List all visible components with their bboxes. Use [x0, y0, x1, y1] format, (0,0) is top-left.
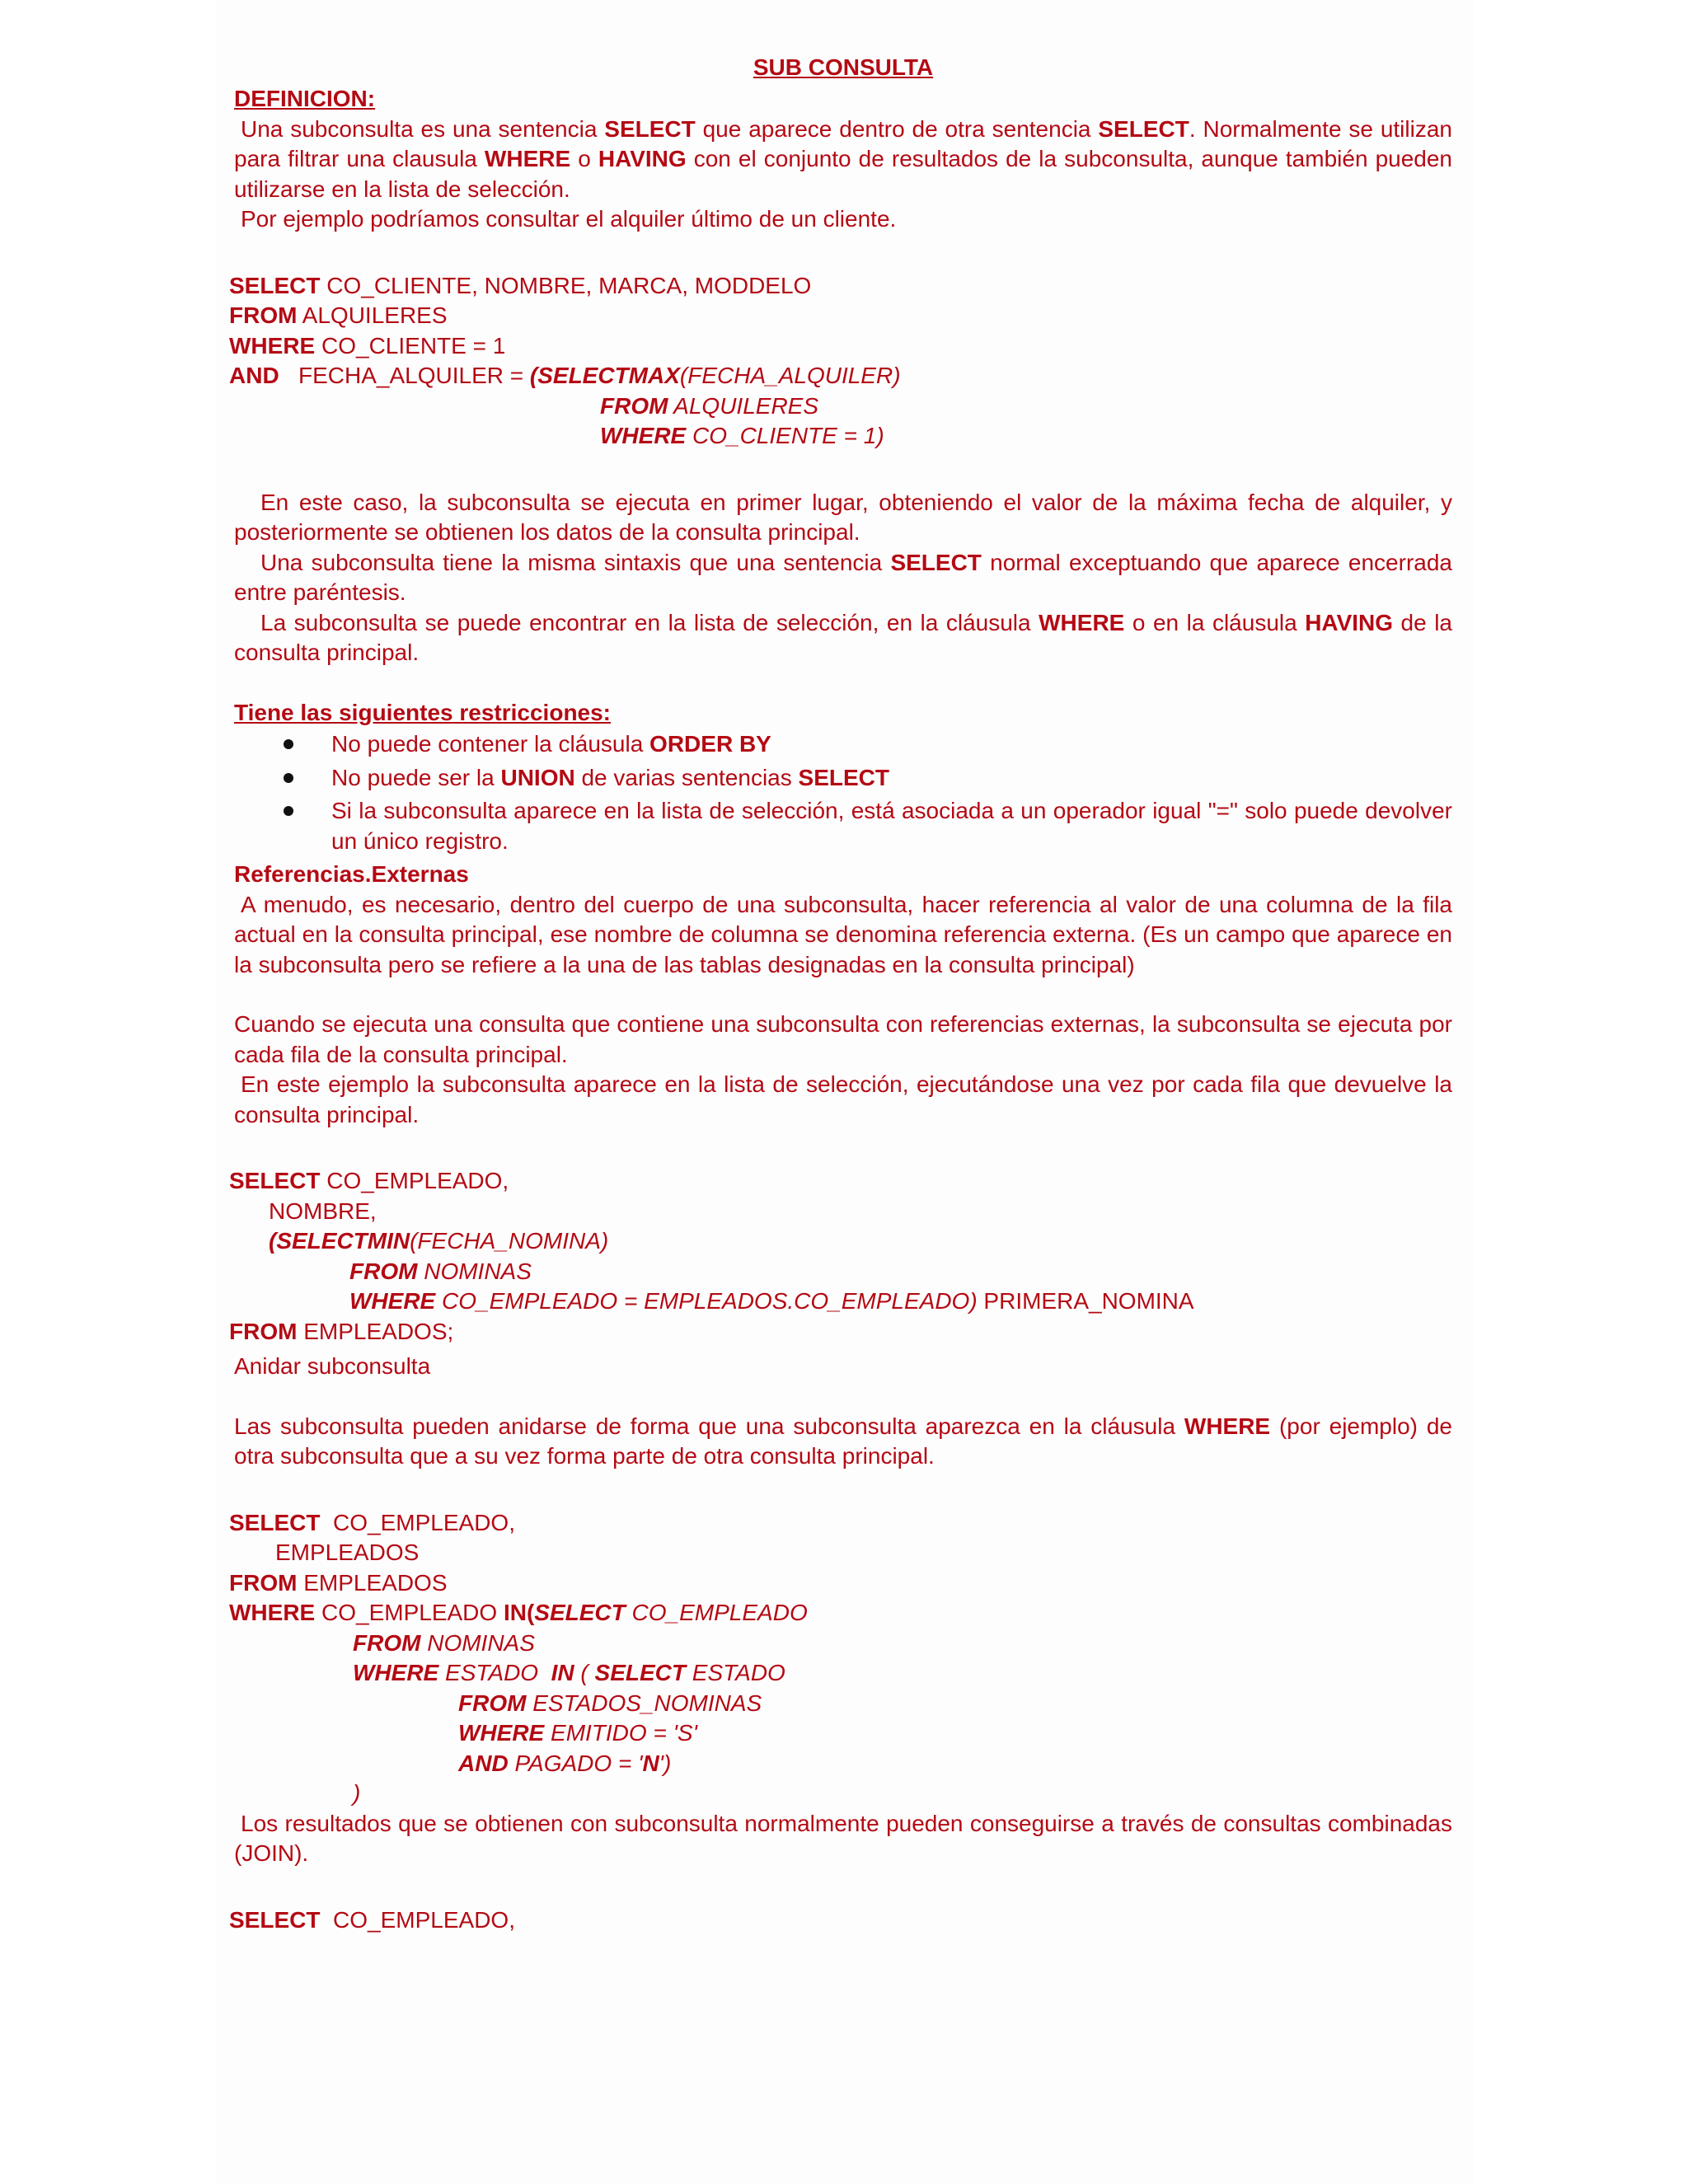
text-span: No puede ser la: [331, 764, 501, 790]
intro-example-paragraph: Por ejemplo podríamos consultar el alquiler último de un cliente.: [241, 206, 897, 232]
code-text: CO_EMPLEADO: [625, 1600, 808, 1625]
keyword: N: [642, 1750, 659, 1776]
code-text: CO_CLIENTE, NOMBRE, MARCA, MODDELO: [320, 272, 812, 298]
code-text: CO_EMPLEADO,: [320, 1906, 515, 1933]
code-text: CO_CLIENTE = 1): [686, 423, 884, 448]
keyword: WHERE: [458, 1720, 545, 1746]
keyword: WHERE: [353, 1660, 439, 1685]
code-line: EMPLEADOS: [275, 1540, 420, 1565]
code-text: CO_EMPLEADO = EMPLEADOS.CO_EMPLEADO): [435, 1288, 978, 1314]
definicion-heading: DEFINICION:: [234, 86, 376, 111]
text-span: o: [570, 146, 598, 171]
code-text: '): [659, 1750, 672, 1776]
code-line: [229, 1568, 1452, 1599]
keyword: WHERE: [229, 332, 316, 359]
text-span: de varias sentencias: [574, 764, 799, 790]
anidar-heading: Anidar subconsulta: [234, 1353, 431, 1379]
code-line: [229, 1226, 1452, 1257]
code-text: ALQUILERES: [668, 392, 819, 419]
keyword: ORDER BY: [649, 731, 771, 757]
keyword: UNION: [500, 764, 575, 790]
keyword: FROM: [353, 1629, 421, 1656]
keyword: WHERE: [484, 146, 571, 171]
text-span: (por ejemplo) de otra subconsulta que a su vez forma parte de otra consulta principal.: [234, 1413, 1452, 1469]
code-text: PRIMERA_NOMINA: [977, 1288, 1194, 1314]
code-text: (: [574, 1660, 595, 1685]
keyword: FROM: [229, 1318, 298, 1344]
code-line: [229, 1508, 1452, 1539]
restricciones-list: [234, 729, 1452, 856]
code-text: CO_EMPLEADO: [315, 1600, 504, 1625]
code-line: [229, 1718, 1452, 1749]
code-line: [229, 1317, 1452, 1347]
code-block-2: [229, 1166, 1452, 1347]
code-line: [229, 1658, 1452, 1689]
externas-paragraph-3: En este ejemplo la subconsulta aparece en la lista de selección, ejecutándose una vez por cada fila que devuelve la consulta principal.: [234, 1071, 1452, 1127]
list-item: Si la subconsulta aparece en la lista de selección, está asociada a un operador igual "=" solo puede devolver un único registro.: [234, 796, 1452, 856]
code-block-3: [229, 1508, 1452, 1809]
intro-paragraph: [234, 115, 1452, 205]
keyword: SELECT: [890, 549, 982, 575]
keyword: FROM: [458, 1690, 527, 1716]
keyword: FROM: [229, 1569, 298, 1596]
code-text: CO_CLIENTE = 1: [315, 332, 506, 359]
list-item: [234, 729, 1452, 760]
keyword: FROM: [600, 392, 668, 419]
code-line: [229, 301, 1452, 331]
code-line: [229, 1166, 1452, 1197]
code-text: EMPLEADOS;: [297, 1318, 454, 1344]
text-span: normal exceptuando que aparece encerrada entre paréntesis.: [234, 549, 1452, 605]
text-span: de la consulta principal.: [234, 609, 1453, 665]
code-line: [229, 1286, 1452, 1317]
code-line: [229, 1257, 1452, 1287]
code-line: [229, 1689, 1452, 1719]
keyword: WHERE: [229, 1600, 316, 1625]
code-text: CO_EMPLEADO,: [320, 1509, 515, 1535]
keyword: IN: [551, 1660, 574, 1685]
code-line: ): [353, 1780, 361, 1806]
code-text: NOMINAS: [420, 1629, 535, 1656]
restricciones-heading: Tiene las siguientes restricciones:: [234, 699, 612, 725]
text-span: No puede contener la cláusula: [331, 731, 650, 757]
code-line: [229, 331, 1452, 362]
keyword: SELECT: [534, 1600, 626, 1625]
keyword: HAVING: [598, 146, 687, 171]
code-text: ESTADO: [685, 1660, 785, 1685]
text-span: con el conjunto de resultados de la subconsulta, aunque también pueden utilizarse en la lista de selección.: [234, 146, 1452, 202]
referencias-externas-heading: Referencias.Externas: [234, 861, 469, 887]
keyword: WHERE: [1184, 1413, 1271, 1439]
text-span: Las subconsulta pueden anidarse de forma que una subconsulta aparezca en la cláusula: [234, 1413, 1184, 1439]
explain-paragraph-3: [234, 608, 1452, 668]
keyword: AND: [458, 1750, 509, 1776]
code-text: FECHA_ALQUILER =: [279, 363, 530, 388]
keyword: WHERE: [349, 1288, 436, 1314]
code-line: [229, 1629, 1452, 1659]
join-paragraph: Los resultados que se obtienen con subconsulta normalmente pueden conseguirse a través de consultas combinadas (JOIN).: [234, 1810, 1452, 1866]
code-line: [229, 391, 1452, 422]
keyword: IN(: [503, 1600, 535, 1625]
code-line: [229, 361, 1452, 391]
keyword: SELECT: [604, 115, 696, 142]
keyword: SELECT: [798, 764, 889, 790]
code-line: [229, 271, 1452, 302]
code-text: ESTADOS_NOMINAS: [526, 1690, 762, 1716]
keyword: WHERE: [1039, 609, 1125, 635]
code-text: PAGADO = ': [508, 1750, 643, 1776]
keyword: SELECT: [229, 1906, 321, 1933]
keyword: SELECTMIN: [276, 1228, 410, 1254]
code-text: (FECHA_ALQUILER): [679, 363, 901, 388]
list-item: [234, 763, 1452, 794]
keyword: SELECT: [594, 1660, 686, 1685]
externas-paragraph-1: A menudo, es necesario, dentro del cuerpo de una subconsulta, hacer referencia al valor de una columna de la fila actual en la consulta principal, ese nombre de columna se denomina referencia externa. (Es un campo que aparece en la subconsulta pero se refiere a la una de las tablas designadas en la consulta principal): [234, 891, 1452, 977]
code-line: [229, 1749, 1452, 1779]
anidar-paragraph: [234, 1412, 1452, 1472]
keyword: SELECTMAX: [537, 363, 680, 388]
text-span: Una subconsulta tiene la misma sintaxis que una sentencia: [260, 549, 891, 575]
code-block-1: [229, 271, 1452, 452]
code-line: NOMBRE,: [269, 1197, 377, 1224]
text-span: o en la cláusula: [1124, 609, 1306, 635]
explain-paragraph-1: En este caso, la subconsulta se ejecuta en primer lugar, obteniendo el valor de la máxima fecha de alquiler, y posteriormente se obtienen los datos de la consulta principal.: [234, 489, 1452, 545]
keyword: SELECT: [1098, 115, 1189, 142]
code-text: CO_EMPLEADO,: [320, 1168, 509, 1193]
keyword: SELECT: [229, 272, 321, 298]
text-span: La subconsulta se puede encontrar en la lista de selección, en la cláusula: [260, 609, 1039, 635]
code-block-4: [229, 1905, 1452, 1936]
code-line: [229, 1905, 1452, 1936]
keyword: FROM: [229, 302, 298, 328]
document-title: SUB CONSULTA: [753, 54, 934, 80]
code-text: (FECHA_NOMINA): [410, 1228, 609, 1254]
keyword: HAVING: [1305, 609, 1394, 635]
code-text: EMPLEADOS: [297, 1569, 448, 1596]
keyword: AND: [229, 363, 279, 388]
code-text: ALQUILERES: [297, 302, 448, 328]
keyword: WHERE: [600, 423, 687, 448]
externas-paragraph-2: Cuando se ejecuta una consulta que contiene una subconsulta con referencias externas, la subconsulta se ejecuta por cada fila de la consulta principal.: [234, 1011, 1452, 1067]
code-text: (: [269, 1228, 277, 1254]
keyword: FROM: [349, 1258, 418, 1284]
keyword: SELECT: [229, 1509, 321, 1535]
code-line: [229, 421, 1452, 452]
code-text: NOMINAS: [417, 1258, 532, 1284]
text-span: Una subconsulta es una sentencia: [241, 115, 605, 142]
explain-paragraph-2: [234, 548, 1452, 608]
code-text: ESTADO: [438, 1660, 551, 1685]
document-content: [229, 53, 1453, 1935]
text-span: . Normalmente se utilizan para filtrar una clausula: [234, 115, 1452, 171]
keyword: SELECT: [229, 1168, 321, 1193]
text-span: que aparece dentro de otra sentencia: [695, 115, 1099, 142]
code-line: [229, 1598, 1452, 1629]
code-text: EMITIDO = 'S': [544, 1720, 697, 1746]
code-text: (: [529, 363, 538, 388]
